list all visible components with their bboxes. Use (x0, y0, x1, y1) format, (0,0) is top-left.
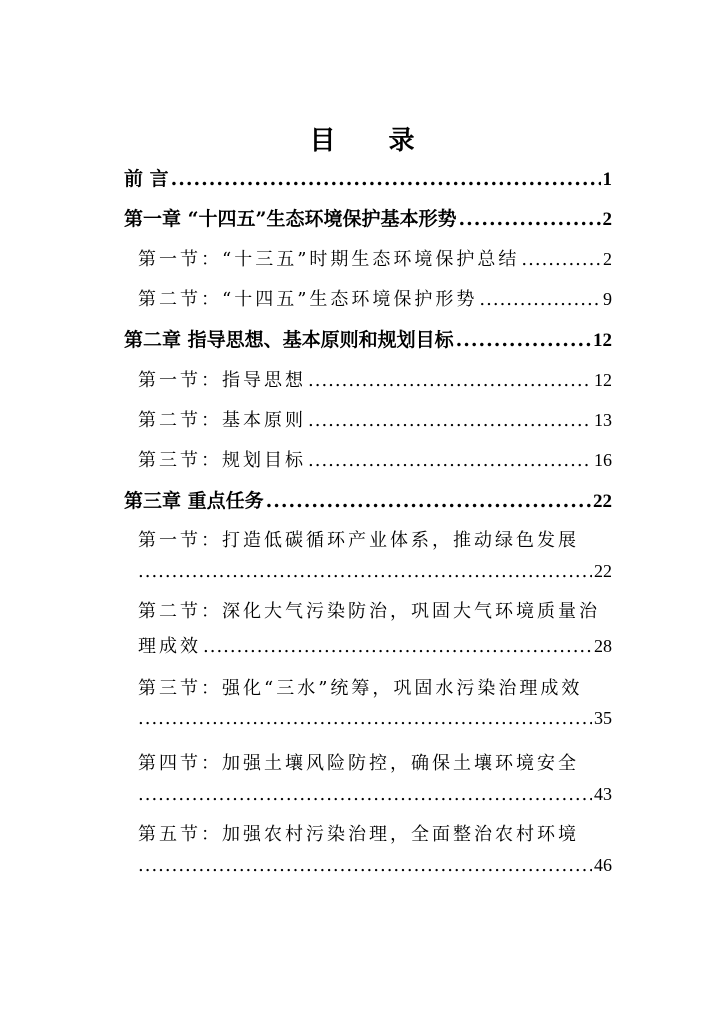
toc-entry-section-text[interactable]: 第五节：加强农村污染治理，全面整治农村环境 (138, 824, 579, 845)
toc-entry-section[interactable] (138, 446, 612, 472)
toc-entry-label: 第二章 指导思想、基本原则和规划目标 (124, 329, 454, 351)
toc-entry-section-text[interactable]: 第二节：深化大气污染防治，巩固大气环境质量治 (138, 601, 600, 622)
toc-entry-section[interactable] (138, 406, 612, 432)
leader-dots (138, 855, 592, 876)
toc-entry-section[interactable] (138, 366, 612, 392)
toc-entry-page: 35 (594, 708, 612, 728)
toc-entry-label: 第二节：基本原则 (138, 410, 306, 431)
toc-entry-page: 12 (593, 330, 612, 351)
toc-entry-chapter-1[interactable] (124, 204, 612, 231)
leader-dots (308, 370, 592, 391)
toc-entry-chapter-3[interactable] (124, 486, 612, 513)
toc-entry-section-leader[interactable] (138, 561, 612, 582)
toc-entry-page: 16 (594, 450, 612, 470)
toc-entry-label: 第一章 “十四五”生态环境保护基本形势 (124, 208, 457, 230)
leader-dots (138, 561, 592, 582)
toc-entry-page: 13 (594, 410, 612, 430)
toc-entry-section[interactable] (138, 245, 612, 271)
toc-entry-page: 1 (602, 169, 612, 190)
toc-entry-label: 第三章 重点任务 (124, 490, 264, 512)
leader-dots (266, 490, 591, 512)
toc-entry-section-leader[interactable] (138, 708, 612, 729)
toc-entry-label: 第一节：“十三五”时期生态环境保护总结 (138, 249, 520, 270)
leader-dots (203, 636, 592, 657)
toc-entry-page: 46 (594, 855, 612, 875)
leader-dots (171, 168, 601, 190)
toc-entry-label: 第一节：指导思想 (138, 370, 306, 391)
toc-entry-page: 43 (594, 784, 612, 804)
toc-entry-section-leader[interactable] (138, 784, 612, 805)
leader-dots (138, 784, 592, 805)
toc-entry-label: 第三节：规划目标 (138, 450, 306, 471)
toc-entry-section-text[interactable]: 第一节：打造低碳循环产业体系，推动绿色发展 (138, 530, 579, 551)
toc-entry-section-text[interactable]: 第三节：强化“三水”统筹，巩固水污染治理成效 (138, 678, 583, 699)
toc-entry-label: 第二节：“十四五”生态环境保护形势 (138, 289, 478, 310)
toc-entry-section-leader[interactable] (138, 855, 612, 876)
toc-entry-page: 2 (602, 209, 612, 230)
toc-entry-label: 前 言 (124, 168, 169, 190)
leader-dots (308, 450, 592, 471)
leader-dots (479, 289, 601, 310)
toc-entry-page: 9 (603, 289, 612, 309)
leader-dots (521, 249, 601, 270)
leader-dots (308, 410, 592, 431)
leader-dots (456, 329, 591, 351)
toc-title: 目 录 (309, 126, 437, 156)
toc-entry-page: 28 (594, 636, 612, 656)
toc-entry-section-line2[interactable] (138, 632, 612, 658)
leader-dots (138, 708, 592, 729)
toc-entry-page: 22 (594, 561, 612, 581)
toc-entry-section[interactable] (138, 285, 612, 311)
toc-entry-chapter-2[interactable] (124, 325, 612, 352)
toc-entry-page: 2 (603, 249, 612, 269)
toc-entry-label: 理成效 (138, 636, 201, 657)
leader-dots (458, 208, 600, 230)
toc-entry-page: 22 (593, 491, 612, 512)
toc-entry-preface[interactable] (124, 164, 612, 191)
toc-entry-page: 12 (594, 370, 612, 390)
toc-entry-section-text[interactable]: 第四节：加强土壤风险防控，确保土壤环境安全 (138, 753, 579, 774)
